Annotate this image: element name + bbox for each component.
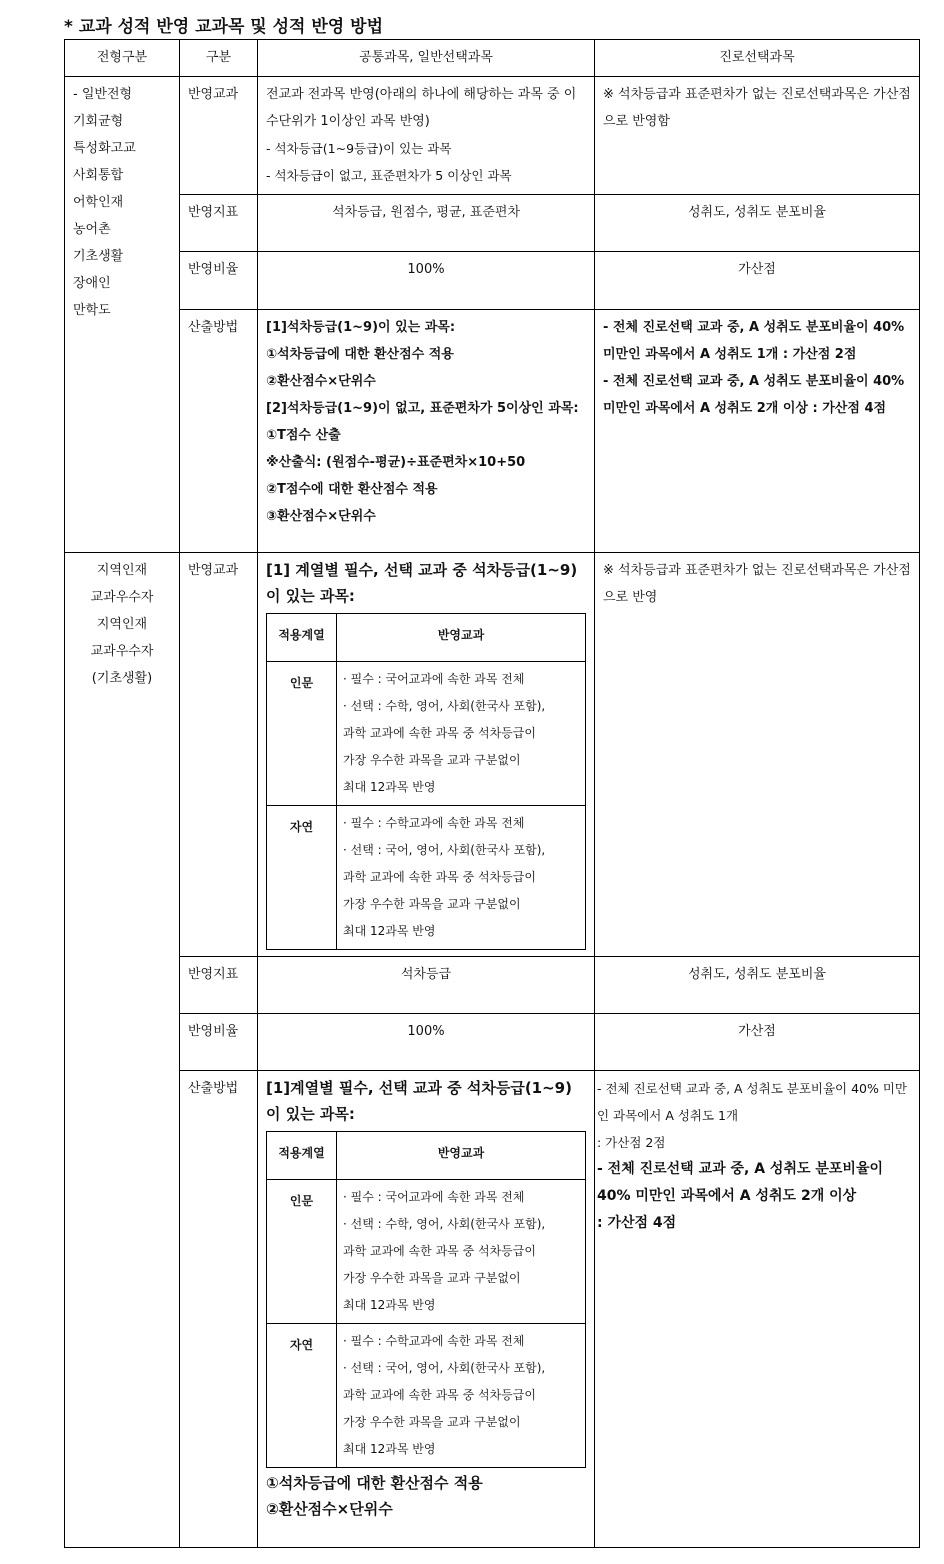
text: - 전체 진로선택 교과 중, A 성취도 분포비율이 40% 미만인 과목에서 A 성취도 2개 이상 : 가산점 4점 [603,374,905,416]
subject-line: 최대 12과목 반영 [343,1298,436,1312]
type-item: (기초생활) [91,671,153,686]
type-item: 장애인 [73,276,111,291]
row-label: 반영비율 [180,252,258,310]
table-row [65,195,920,252]
track-name: 자연 [267,1324,337,1468]
subject-line: · 선택 : 국어, 영어, 사회(한국사 포함), [343,843,546,857]
text: ②환산점수×단위수 [266,374,376,389]
cell: 100% [258,1014,595,1071]
track-name: 인문 [267,662,337,806]
subject-line: 최대 12과목 반영 [343,1442,436,1456]
text: [1]계열별 필수, 선택 교과 중 석차등급(1~9)이 있는 과목: [266,1079,572,1123]
track-subjects [337,662,586,806]
type-item: 특성화고교 [73,141,136,156]
text: 전교과 전과목 반영(아래의 하나에 해당하는 과목 중 이수단위가 1이상인 과목 반영) [266,87,577,129]
text: [1] 계열별 필수, 선택 교과 중 석차등급(1~9)이 있는 과목: [266,561,578,605]
track-subjects [337,1324,586,1468]
admission-types [65,77,180,553]
subject-line: 최대 12과목 반영 [343,780,436,794]
text: ②환산점수×단위수 [266,1500,393,1518]
track-header: 적용계열 [267,614,337,662]
table-row [65,1071,920,1548]
cell: 가산점 [595,1014,920,1071]
text: ①T점수 산출 [266,428,341,443]
subject-line: 과학 교과에 속한 과목 중 석차등급이 [343,1244,536,1258]
type-item: 지역인재 [96,563,148,578]
grade-policy-table [64,39,920,1548]
text: : 가산점 4점 [597,1215,677,1231]
track-table-grid [266,613,586,950]
row-label: 반영비율 [180,1014,258,1071]
text: - 석차등급이 없고, 표준편차가 5 이상인 과목 [266,168,512,183]
header-row [65,40,920,77]
cell: 석차등급 [258,957,595,1014]
type-item: 어학인재 [73,195,124,210]
subject-line: 가장 우수한 과목을 교과 구분없이 [343,753,521,767]
table-row [65,553,920,957]
text: ①석차등급에 대한 환산점수 적용 [266,1474,483,1492]
type-item: 지역인재 [96,617,148,632]
row-label: 반영교과 [180,77,258,195]
subject-line: · 선택 : 수학, 영어, 사회(한국사 포함), [343,699,546,713]
calc-method [258,1071,595,1548]
type-item: 농어촌 [73,222,111,237]
header-cell: 전형구분 [65,40,180,77]
subject-line: · 필수 : 수학교과에 속한 과목 전체 [343,816,525,830]
row-label: 산출방법 [180,1071,258,1548]
subject-line: · 필수 : 국어교과에 속한 과목 전체 [343,672,525,686]
track-name: 자연 [267,806,337,950]
cell: 석차등급, 원점수, 평균, 표준편차 [258,195,595,252]
subject-line: · 필수 : 국어교과에 속한 과목 전체 [343,1190,525,1204]
table-row [65,77,920,195]
type-item: 기회균형 [73,114,124,129]
text: ③환산점수×단위수 [266,509,376,524]
career-subjects: ※ 석차등급과 표준편차가 없는 진로선택과목은 가산점으로 반영 [595,553,920,957]
row-label: 반영교과 [180,553,258,957]
subjects-header: 반영교과 [337,614,586,662]
header-cell: 공통과목, 일반선택과목 [258,40,595,77]
subjects-header: 반영교과 [337,1132,586,1180]
track-table [266,613,586,950]
subject-line: · 선택 : 수학, 영어, 사회(한국사 포함), [343,1217,546,1231]
section-title: * 교과 성적 반영 교과목 및 성적 반영 방법 [64,17,383,37]
cell: 100% [258,252,595,310]
table-row [65,1014,920,1071]
subject-line: 과학 교과에 속한 과목 중 석차등급이 [343,726,536,740]
type-item: 사회통합 [73,168,124,183]
subject-line: 가장 우수한 과목을 교과 구분없이 [343,897,521,911]
type-item: 기초생활 [73,249,124,264]
text: - 석차등급(1~9등급)이 있는 과목 [266,141,452,156]
subject-line: 가장 우수한 과목을 교과 구분없이 [343,1415,521,1429]
subject-line: · 필수 : 수학교과에 속한 과목 전체 [343,1334,525,1348]
text: - 전체 진로선택 교과 중, A 성취도 분포비율이 40% 미만인 과목에서 A 성취도 2개 이상 [597,1161,883,1204]
row-label: 반영지표 [180,195,258,252]
cell: 가산점 [595,252,920,310]
admission-types [65,553,180,1548]
track-header: 적용계열 [267,1132,337,1180]
career-calc [595,1071,920,1548]
text: ①석차등급에 대한 환산점수 적용 [266,347,454,362]
table-row [65,252,920,310]
row-label: 반영지표 [180,957,258,1014]
table-row [65,957,920,1014]
table-row [65,310,920,553]
subject-line: 과학 교과에 속한 과목 중 석차등급이 [343,870,536,884]
type-item: 교과우수자 [90,590,154,605]
text: [1]석차등급(1~9)이 있는 과목: [266,320,456,335]
track-table-grid [266,1131,586,1468]
subject-line: · 선택 : 국어, 영어, 사회(한국사 포함), [343,1361,546,1375]
text: ②T점수에 대한 환산점수 적용 [266,482,438,497]
calc-method [258,310,595,553]
track-row [267,662,586,806]
subject-line: 최대 12과목 반영 [343,924,436,938]
track-subjects [337,1180,586,1324]
type-item: 만학도 [73,303,111,318]
text: ※산출식: (원점수-평균)÷표준편차×10+50 [266,455,526,470]
track-subjects [337,806,586,950]
subject-line: 과학 교과에 속한 과목 중 석차등급이 [343,1388,536,1402]
career-calc [595,310,920,553]
header-cell: 진로선택과목 [595,40,920,77]
type-item: 교과우수자 [90,644,154,659]
text: [2]석차등급(1~9)이 없고, 표준편차가 5이상인 과목: [266,401,579,416]
track-name: 인문 [267,1180,337,1324]
text: : 가산점 2점 [597,1135,666,1150]
track-table [266,1131,586,1468]
common-subjects [258,553,595,957]
track-row [267,1324,586,1468]
header-cell: 구분 [180,40,258,77]
cell: 성취도, 성취도 분포비율 [595,195,920,252]
type-item: - 일반전형 [73,87,133,102]
career-subjects: ※ 석차등급과 표준편차가 없는 진로선택과목은 가산점으로 반영함 [595,77,920,195]
cell: 성취도, 성취도 분포비율 [595,957,920,1014]
track-row [267,1180,586,1324]
row-label: 산출방법 [180,310,258,553]
text: - 전체 진로선택 교과 중, A 성취도 분포비율이 40% 미만인 과목에서 A 성취도 1개 : 가산점 2점 [603,320,905,362]
text: - 전체 진로선택 교과 중, A 성취도 분포비율이 40% 미만인 과목에서 A 성취도 1개 [597,1081,908,1123]
track-row [267,806,586,950]
subject-line: 가장 우수한 과목을 교과 구분없이 [343,1271,521,1285]
common-subjects [258,77,595,195]
